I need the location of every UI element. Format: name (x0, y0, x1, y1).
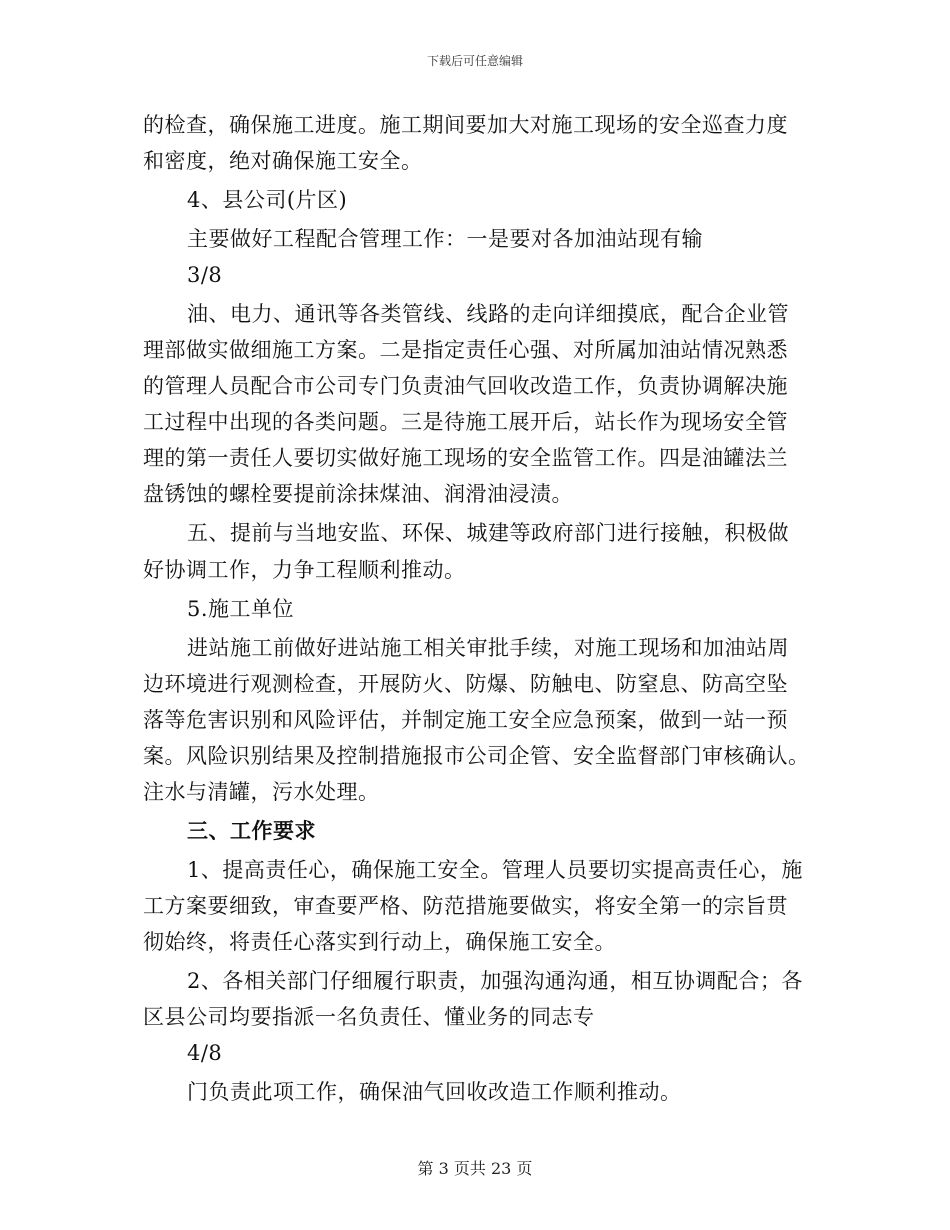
page-marker: 4/8 (187, 1041, 223, 1065)
text-line: 落等危害识别和风险评估，并制定施工安全应急预案，做到一站一预 (143, 708, 788, 732)
text-line: 的管理人员配合市公司专门负责油气回收改造工作，负责协调解决施 (143, 374, 788, 398)
text-line: 彻始终，将责任心落实到行动上，确保施工安全。 (143, 930, 616, 954)
section-heading: 三、工作要求 (187, 818, 316, 843)
text-line: 和密度，绝对确保施工安全。 (143, 149, 423, 173)
text-line: 工过程中出现的各类问题。三是待施工展开后，站长作为现场安全管 (143, 410, 788, 434)
text-line: 主要做好工程配合管理工作：一是要对各加油站现有输 (187, 227, 703, 251)
text-line: 边环境进行观测检查，开展防火、防爆、防触电、防窒息、防高空坠 (143, 672, 788, 696)
text-line: 2、各相关部门仔细履行职责，加强沟通沟通，相互协调配合；各 (187, 969, 803, 993)
page-header: 下载后可任意编辑 (426, 54, 523, 68)
text-line: 区县公司均要指派一名负责任、懂业务的同志专 (143, 1005, 595, 1029)
text-line: 油、电力、通讯等各类管线、线路的走向详细摸底，配合企业管 (187, 302, 789, 326)
text-line: 盘锈蚀的螺栓要提前涂抹煤油、润滑油浸渍。 (143, 482, 573, 506)
text-line: 进站施工前做好进站施工相关审批手续，对施工现场和加油站周 (187, 636, 789, 660)
page-footer: 第 3 页共 23 页 (417, 1159, 533, 1178)
section-heading: 5.施工单位 (187, 597, 295, 621)
text-line: 五、提前与当地安监、环保、城建等政府部门进行接触，积极做 (187, 521, 789, 545)
text-line: 注水与清罐，污水处理。 (143, 780, 380, 804)
page-marker: 3/8 (187, 263, 223, 287)
text-line: 1、提高责任心，确保施工安全。管理人员要切实提高责任心，施 (187, 858, 803, 882)
text-line: 工方案要细致，审查要严格、防范措施要做实，将安全第一的宗旨贯 (143, 894, 788, 918)
section-heading: 4、县公司(片区) (187, 188, 348, 212)
text-line: 理部做实做细施工方案。二是指定责任心强、对所属加油站情况熟悉 (143, 338, 788, 362)
text-line: 案。风险识别结果及控制措施报市公司企管、安全监督部门审核确认。 (143, 744, 810, 768)
text-line: 的检查，确保施工进度。施工期间要加大对施工现场的安全巡查力度 (143, 113, 788, 137)
text-line: 理的第一责任人要切实做好施工现场的安全监管工作。四是油罐法兰 (143, 446, 788, 470)
text-line: 好协调工作，力争工程顺利推动。 (143, 558, 466, 582)
text-line: 门负责此项工作，确保油气回收改造工作顺利推动。 (187, 1080, 682, 1104)
